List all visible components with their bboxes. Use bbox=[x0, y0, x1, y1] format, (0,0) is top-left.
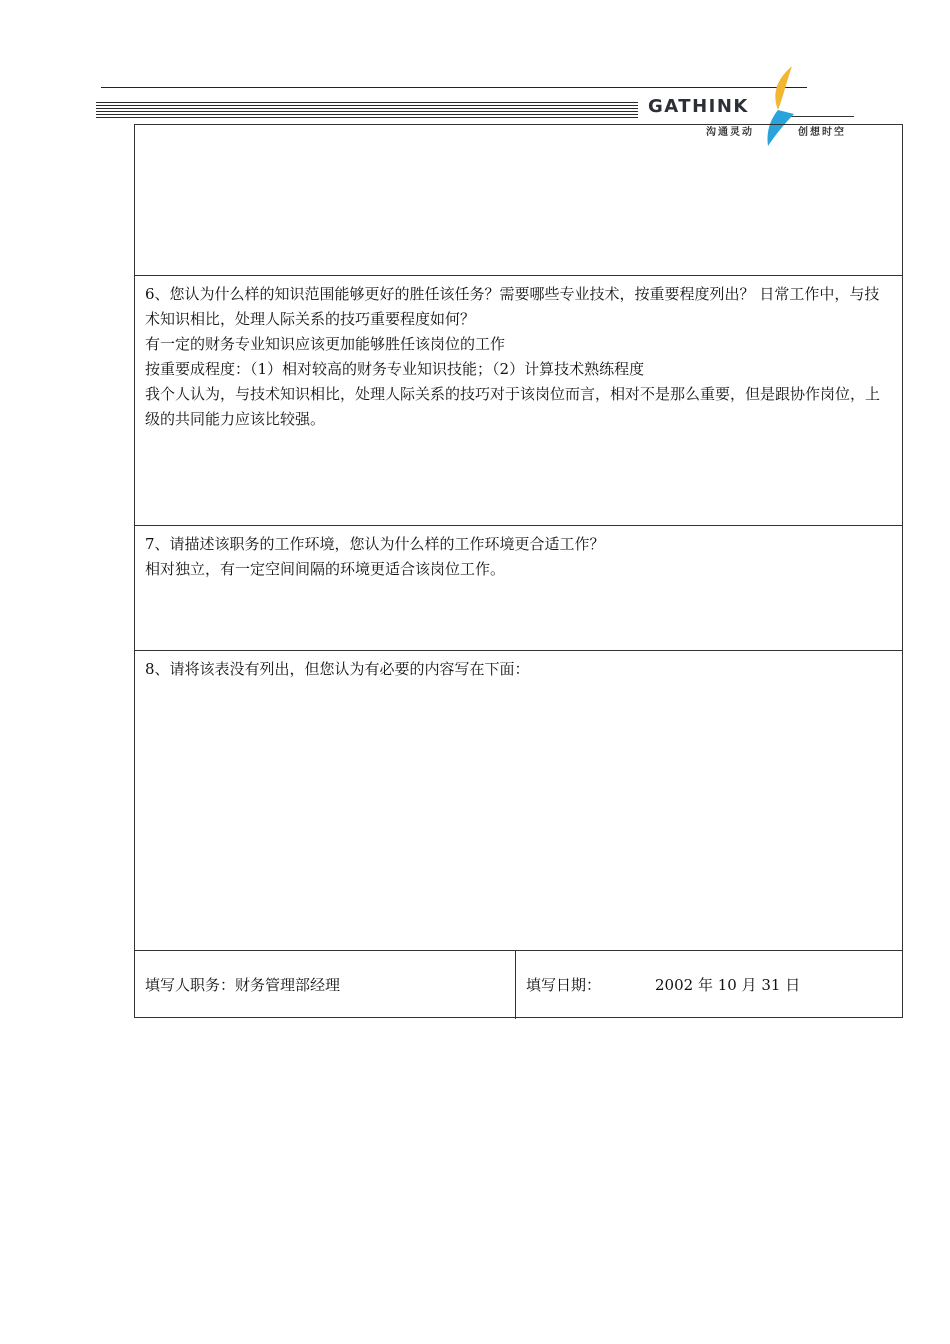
q6-answer-2: 按重要成程度：（1）相对较高的财务专业知识技能；（2）计算技术熟练程度 bbox=[145, 360, 645, 378]
date-label: 填写日期： bbox=[526, 976, 602, 994]
header-stripes bbox=[96, 102, 638, 118]
form-row-q6 bbox=[135, 276, 902, 526]
q7-answer: 相对独立，有一定空间间隔的环境更适合该岗位工作。 bbox=[145, 560, 506, 578]
job-analysis-form bbox=[134, 124, 903, 1018]
logo-wordmark: GATHINK bbox=[648, 96, 749, 117]
q8-question: 8、请将该表没有列出，但您认为有必要的内容写在下面： bbox=[145, 660, 530, 678]
q6-answer-3: 我个人认为，与技术知识相比，处理人际关系的技巧对于该岗位而言，相对不是那么重要，但是跟协作岗位，上级的共同能力应该比较强。 bbox=[145, 385, 881, 428]
form-row-signature bbox=[135, 951, 902, 1019]
q7-question: 7、请描述该职务的工作环境，您认为什么样的工作环境更合适工作？ bbox=[145, 535, 605, 553]
form-row-q8 bbox=[135, 651, 902, 951]
signature-position-cell bbox=[135, 951, 516, 1019]
form-row-q7 bbox=[135, 526, 902, 651]
logo-slogan-left: 沟通灵动 bbox=[706, 127, 754, 138]
q6-question: 6、您认为什么样的知识范围能够更好的胜任该任务？需要哪些专业技术，按重要程度列出？ 日常工作中，与技术知识相比，处理人际关系的技巧重要程度如何？ bbox=[145, 285, 880, 328]
position-label: 填写人职务：财务管理部经理 bbox=[145, 976, 341, 994]
q6-answer-1: 有一定的财务专业知识应该更加能够胜任该岗位的工作 bbox=[145, 335, 506, 353]
logo-slogan-right: 创想时空 bbox=[798, 127, 846, 138]
form-row-continued bbox=[135, 125, 902, 276]
date-value: 2002 年 10 月 31 日 bbox=[655, 976, 801, 994]
